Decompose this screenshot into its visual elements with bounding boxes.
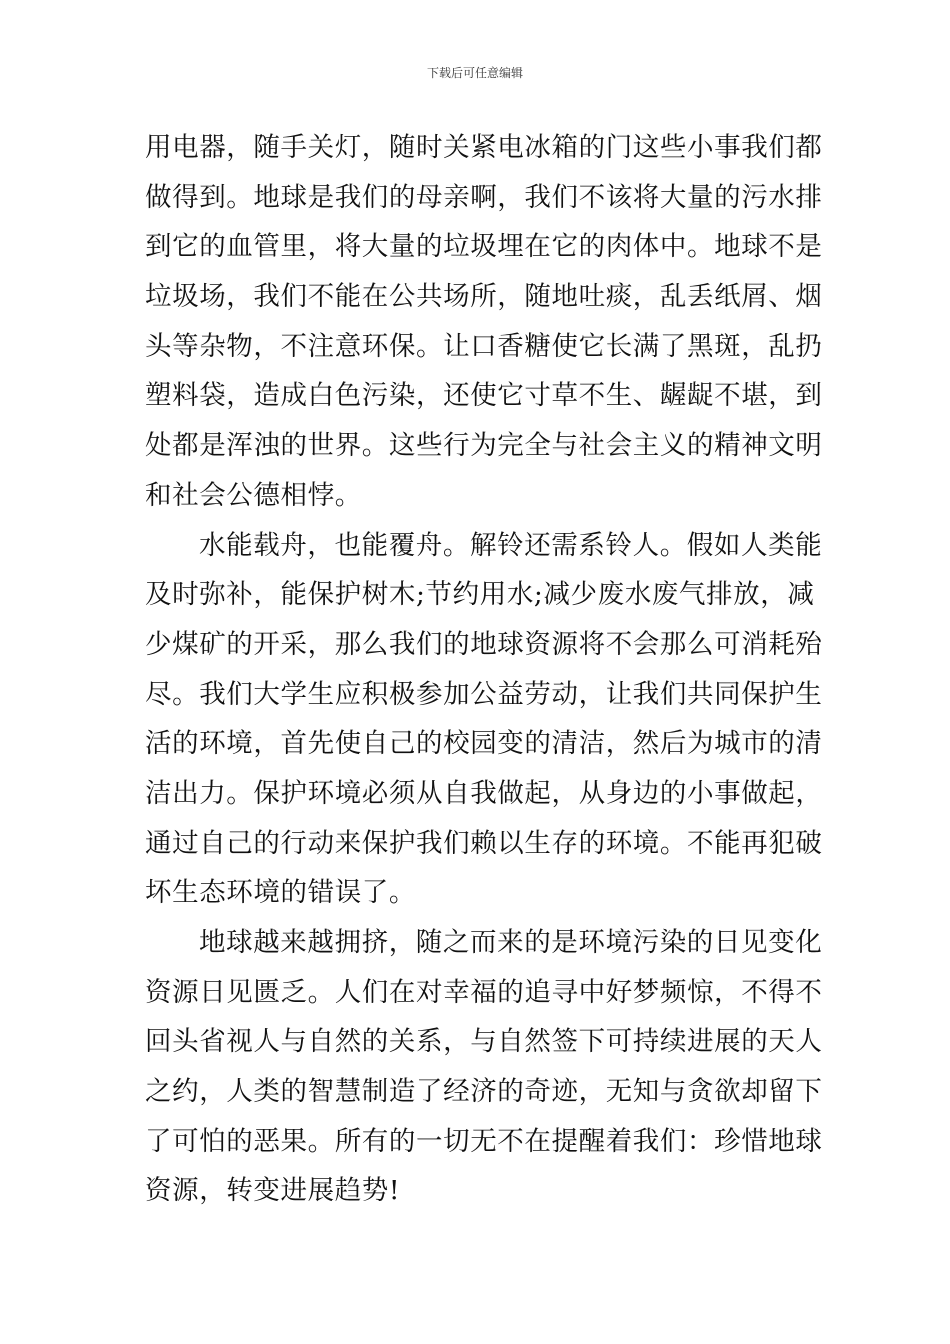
text-line: 地球越来越拥挤，随之而来的是环境污染的日见变化 <box>199 927 823 958</box>
page-header: 下载后可任意编辑 <box>426 66 523 80</box>
paragraph-2 <box>145 521 823 919</box>
text-line: 资源日见匮乏。人们在对幸福的追寻中好梦频惊，不得不 <box>145 976 823 1008</box>
text-line: 塑料袋，造成白色污染，还使它寸草不生、龌龊不堪，到 <box>145 380 823 412</box>
text-line: 头等杂物，不注意环保。让口香糖使它长满了黑斑，乱扔 <box>145 330 823 362</box>
text-line: 回头省视人与自然的关系，与自然签下可持续进展的天人 <box>145 1026 823 1058</box>
text-line: 尽。我们大学生应积极参加公益劳动，让我们共同保护生 <box>145 678 823 710</box>
text-line: 通过自己的行动来保护我们赖以生存的环境。不能再犯破 <box>145 827 823 859</box>
text-line: 坏生态环境的错误了。 <box>145 877 416 909</box>
text-line: 了可怕的恶果。所有的一切无不在提醒着我们：珍惜地球 <box>145 1125 823 1157</box>
text-line: 用电器，随手关灯，随时关紧电冰箱的门这些小事我们都 <box>145 132 823 163</box>
text-line: 到它的血管里，将大量的垃圾埋在它的肉体中。地球不是 <box>145 231 823 263</box>
text-line: 处都是浑浊的世界。这些行为完全与社会主义的精神文明 <box>145 430 823 462</box>
text-line: 活的环境，首先使自己的校园变的清洁，然后为城市的清 <box>145 728 823 760</box>
text-line: 少煤矿的开采，那么我们的地球资源将不会那么可消耗殆 <box>145 628 823 660</box>
text-line: 资源，转变进展趋势! <box>145 1175 401 1207</box>
text-line: 水能载舟，也能覆舟。解铃还需系铃人。假如人类能 <box>199 529 823 561</box>
text-line: 垃圾场，我们不能在公共场所，随地吐痰，乱丢纸屑、烟 <box>145 281 823 313</box>
paragraph-3 <box>145 918 823 1216</box>
text-line: 洁出力。保护环境必须从自我做起，从身边的小事做起， <box>145 777 823 809</box>
text-line: 之约，人类的智慧制造了经济的奇迹，无知与贪欲却留下 <box>145 1076 823 1108</box>
text-line: 做得到。地球是我们的母亲啊，我们不该将大量的污水排 <box>145 181 823 213</box>
document-body <box>145 123 823 1216</box>
text-line: 和社会公德相悖。 <box>145 479 362 511</box>
text-line: 及时弥补，能保护树木;节约用水;减少废水废气排放，减 <box>145 579 815 611</box>
paragraph-1 <box>145 123 823 521</box>
